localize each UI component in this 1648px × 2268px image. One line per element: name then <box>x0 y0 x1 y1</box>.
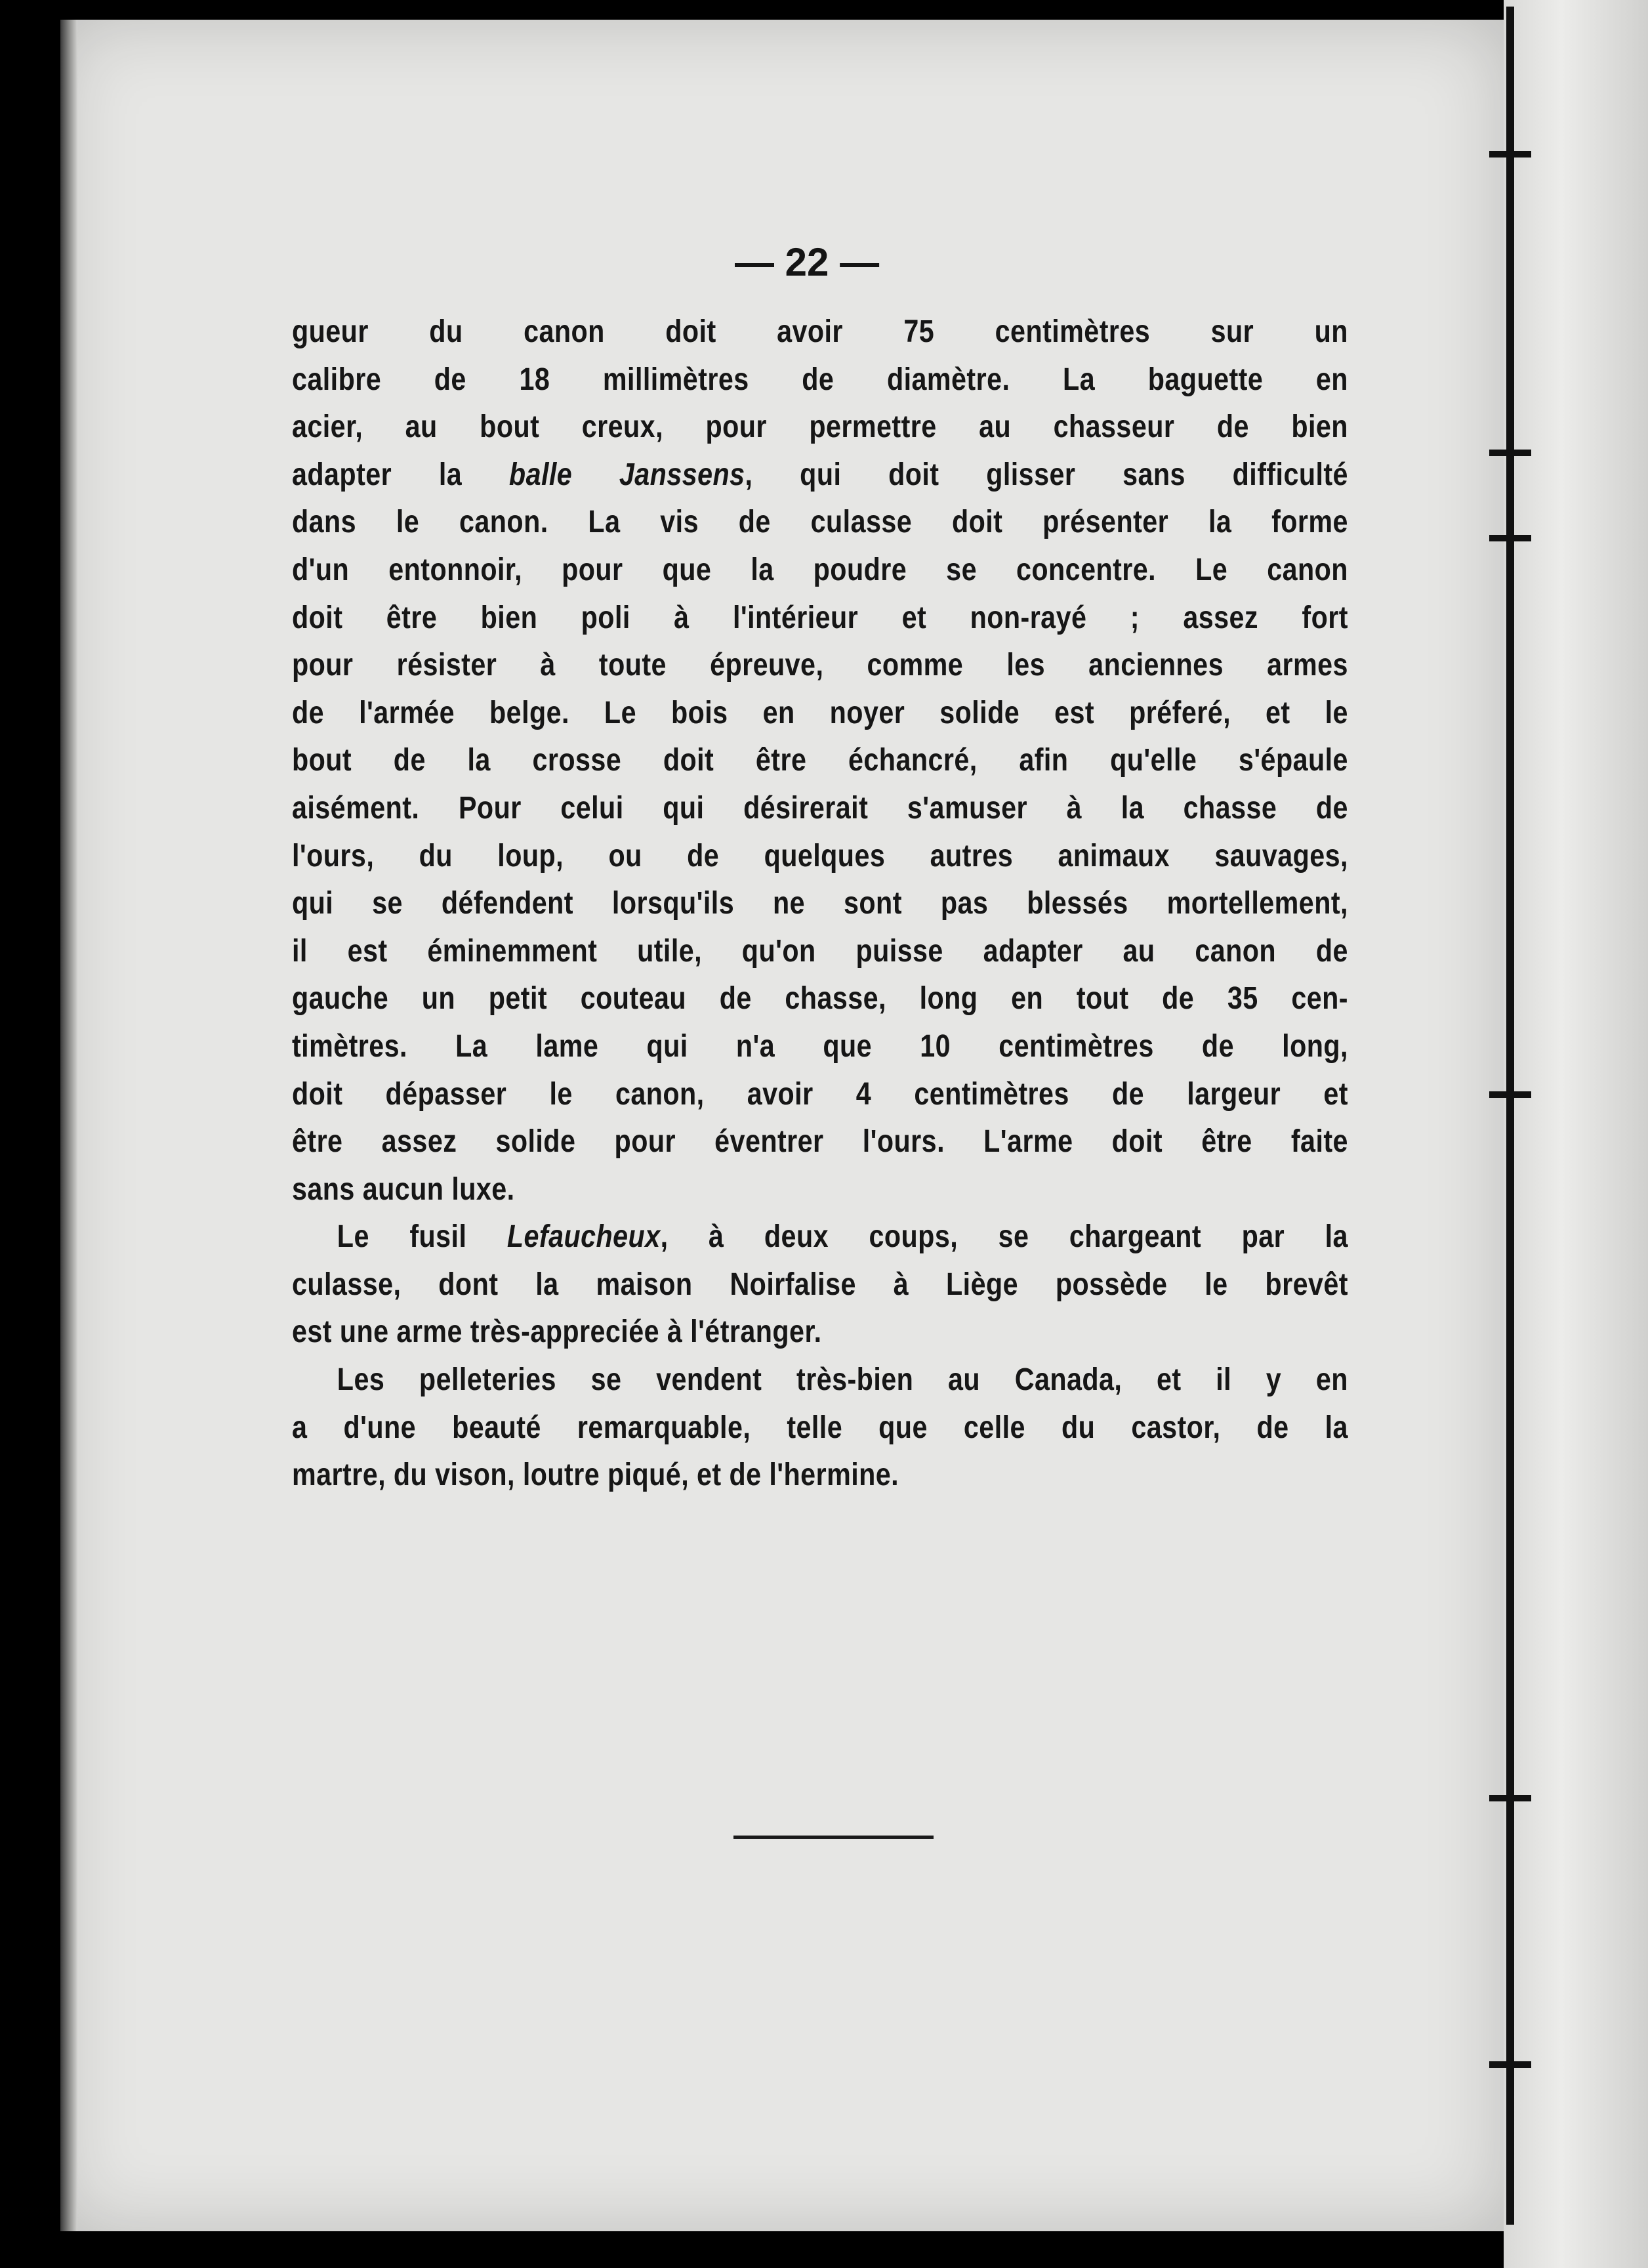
facing-page-edge <box>1504 0 1648 2268</box>
binding-tick <box>1489 1795 1531 1801</box>
text-line: calibre de 18 millimètres de diamètre. La baguette en <box>292 362 1348 397</box>
page-gutter-shadow <box>60 20 77 2231</box>
page-number: — 22 — <box>735 240 880 284</box>
text-line: aisément. Pour celui qui désirerait s'amuser à la chasse de <box>292 790 1348 826</box>
text-line: gauche un petit couteau de chasse, long en tout de 35 cen- <box>292 981 1348 1017</box>
italic-term-balle-janssens: balle Janssens <box>508 457 745 492</box>
binding-line <box>1506 7 1514 2225</box>
binding-tick <box>1489 2061 1531 2068</box>
closing-rule <box>733 1836 934 1839</box>
binding-tick <box>1489 1091 1531 1098</box>
text-line: est une arme très-appreciée à l'étranger. <box>292 1314 822 1350</box>
text-fragment: , à deux coups, se chargeant par la <box>660 1219 1348 1255</box>
text-line: timètres. La lame qui n'a que 10 centimètres de long, <box>292 1028 1348 1064</box>
text-line: doit être bien poli à l'intérieur et non-rayé ; assez fort <box>292 600 1348 635</box>
text-line: dans le canon. La vis de culasse doit présenter la forme <box>292 505 1348 540</box>
text-line: gueur du canon doit avoir 75 centimètres sur un <box>292 314 1348 349</box>
text-line: bout de la crosse doit être échancré, afin qu'elle s'épaule <box>292 743 1348 778</box>
text-fragment: , qui doit glisser sans difficulté <box>745 457 1348 492</box>
binding-tick <box>1489 151 1531 158</box>
text-line: il est éminemment utile, qu'on puisse adapter au canon de <box>292 933 1348 969</box>
text-line: qui se défendent lorsqu'ils ne sont pas blessés mortellement, <box>292 886 1348 921</box>
binding-tick <box>1489 450 1531 456</box>
text-line: être assez solide pour éventrer l'ours. L'arme doit être faite <box>292 1124 1348 1160</box>
text-line: pour résister à toute épreuve, comme les anciennes armes <box>292 648 1348 683</box>
text-fragment: Le fusil <box>337 1219 507 1255</box>
text-line: de l'armée belge. Le bois en noyer solide est préferé, et le <box>292 695 1348 730</box>
text-line: Les pelleteries se vendent très-bien au Canada, et il y en <box>337 1362 1348 1398</box>
text-line: sans aucun luxe. <box>292 1171 515 1207</box>
text-line: martre, du vison, loutre piqué, et de l'hermine. <box>292 1458 899 1493</box>
page-body-text <box>292 308 1348 1500</box>
text-line: doit dépasser le canon, avoir 4 centimètres de largeur et <box>292 1076 1348 1112</box>
text-fragment: adapter la <box>292 457 509 492</box>
text-line <box>292 452 1348 499</box>
text-line: a d'une beauté remarquable, telle que celle du castor, de la <box>292 1410 1348 1445</box>
text-line: l'ours, du loup, ou de quelques autres animaux sauvages, <box>292 838 1348 873</box>
text-line: acier, au bout creux, pour permettre au chasseur de bien <box>292 410 1348 445</box>
binding-tick <box>1489 535 1531 541</box>
text-line: d'un entonnoir, pour que la poudre se concentre. Le canon <box>292 552 1348 587</box>
text-line: culasse, dont la maison Noirfalise à Liège possède le brevêt <box>292 1267 1348 1302</box>
italic-term-lefaucheux: Lefaucheux <box>506 1219 661 1255</box>
text-line <box>292 1213 1348 1261</box>
